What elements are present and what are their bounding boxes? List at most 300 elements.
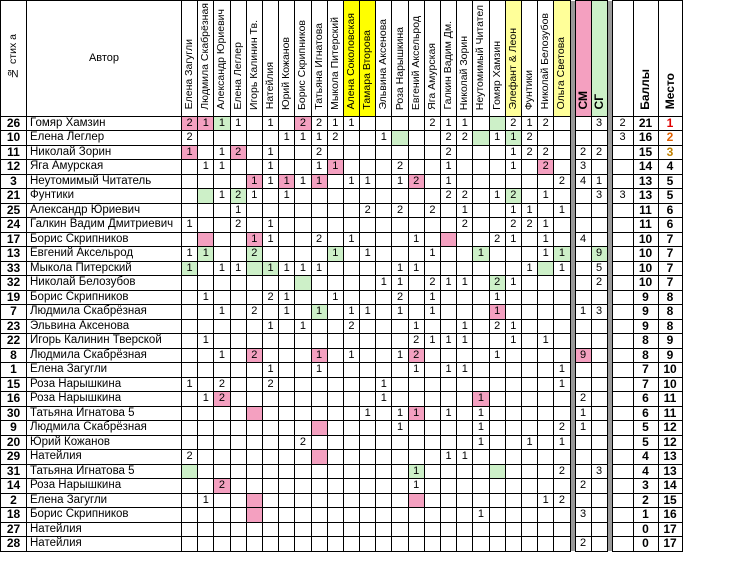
vote-cell [279,160,295,175]
vote-cell: 2 [214,392,230,407]
vote-cell [182,189,198,204]
vote-cell [279,363,295,378]
vote-cell [343,450,359,465]
poem-number: 9 [1,421,27,436]
score-cell: 0 [633,537,658,552]
vote-cell [376,363,392,378]
vote-cell [327,276,343,291]
place-cell: 7 [658,276,682,291]
extra-cell [612,377,633,392]
vote-cell [198,305,214,320]
vote-cell [457,493,473,508]
vote-cell [230,247,246,262]
score-cell: 5 [633,421,658,436]
vote-cell: 1 [279,131,295,146]
vote-cell [521,334,537,349]
vote-cell: 1 [182,261,198,276]
vote-cell [262,276,278,291]
sm-cell [575,464,591,479]
vote-cell [327,435,343,450]
vote-cell: 2 [214,479,230,494]
vote-cell: 1 [392,305,408,320]
vote-cell [489,406,505,421]
vote-cell [230,464,246,479]
vote-cell [343,435,359,450]
vote-cell [182,276,198,291]
vote-cell: 1 [376,276,392,291]
sm-cell: 1 [575,406,591,421]
vote-cell [214,508,230,523]
vote-cell [457,261,473,276]
table-row [1,450,683,465]
vote-cell [424,131,440,146]
vote-cell [457,348,473,363]
judge-name: Татьяна Игнатова [312,23,325,110]
column-header-judge [376,1,392,117]
vote-cell [408,537,424,552]
table-row [1,203,683,218]
vote-cell: 1 [538,218,554,233]
vote-cell: 2 [311,116,327,131]
vote-cell [246,145,262,160]
vote-cell: 1 [246,232,262,247]
vote-cell: 1 [182,247,198,262]
vote-cell: 1 [489,131,505,146]
vote-cell [489,464,505,479]
vote-cell: 1 [424,290,440,305]
place-cell: 7 [658,261,682,276]
vote-cell [489,160,505,175]
vote-cell [279,377,295,392]
vote-cell [246,334,262,349]
vote-cell [554,537,570,552]
score-cell: 13 [633,189,658,204]
vote-cell [424,160,440,175]
vote-cell [262,508,278,523]
vote-cell [262,537,278,552]
vote-cell [489,522,505,537]
sg-cell [591,203,607,218]
vote-cell [424,537,440,552]
extra-cell [612,493,633,508]
vote-cell [473,189,489,204]
vote-cell: 1 [505,319,521,334]
vote-cell [262,305,278,320]
score-cell: 10 [633,232,658,247]
vote-cell [295,377,311,392]
vote-cell [376,116,392,131]
vote-cell [554,131,570,146]
vote-cell: 1 [408,464,424,479]
vote-cell [360,145,376,160]
column-header-judge [246,1,262,117]
vote-cell [408,450,424,465]
vote-cell: 1 [230,116,246,131]
sm-cell: 3 [575,160,591,175]
vote-cell [182,464,198,479]
vote-cell [376,479,392,494]
score-cell: 6 [633,406,658,421]
vote-cell [360,450,376,465]
vote-cell [198,377,214,392]
vote-cell [214,363,230,378]
vote-cell [311,319,327,334]
sm-cell [575,290,591,305]
vote-cell [230,392,246,407]
column-header-judge [311,1,327,117]
vote-cell [262,131,278,146]
sg-cell [591,160,607,175]
author-name: Роза Нарышкина [27,479,182,494]
vote-cell [554,145,570,160]
vote-cell [246,377,262,392]
vote-cell: 1 [473,392,489,407]
vote-cell [538,261,554,276]
vote-cell [230,406,246,421]
vote-cell [489,421,505,436]
vote-cell [392,392,408,407]
score-cell: 10 [633,276,658,291]
vote-cell [473,261,489,276]
vote-cell [473,464,489,479]
vote-cell [246,508,262,523]
vote-cell: 2 [441,145,457,160]
vote-cell [295,363,311,378]
vote-cell [521,276,537,291]
vote-cell [230,305,246,320]
vote-cell [182,435,198,450]
vote-cell [182,232,198,247]
vote-cell [457,290,473,305]
vote-cell: 1 [538,247,554,262]
vote-cell [441,479,457,494]
vote-cell: 1 [457,276,473,291]
poem-number: 17 [1,232,27,247]
vote-cell: 1 [311,305,327,320]
poem-number: 16 [1,392,27,407]
vote-cell [441,218,457,233]
column-header-sm [575,1,591,117]
vote-cell: 1 [262,319,278,334]
vote-cell [198,319,214,334]
author-name: Татьяна Игнатова 5 [27,464,182,479]
vote-cell [230,435,246,450]
vote-cell: 2 [505,116,521,131]
vote-cell: 1 [408,319,424,334]
vote-cell [408,189,424,204]
vote-cell [262,392,278,407]
vote-cell [473,377,489,392]
vote-cell [360,377,376,392]
vote-cell [408,290,424,305]
vote-cell [554,348,570,363]
vote-cell: 1 [295,174,311,189]
extra-cell [612,174,633,189]
vote-cell [246,131,262,146]
vote-cell [311,189,327,204]
vote-cell [457,247,473,262]
vote-cell [343,145,359,160]
vote-cell: 1 [392,348,408,363]
vote-cell [505,493,521,508]
extra-cell [612,450,633,465]
vote-cell [246,522,262,537]
extra-cell [612,247,633,262]
vote-cell: 2 [230,189,246,204]
score-cell: 11 [633,203,658,218]
extra-cell: 3 [612,131,633,146]
vote-cell [441,305,457,320]
table-row [1,131,683,146]
vote-cell [538,450,554,465]
extra-cell [612,261,633,276]
extra-cell [612,522,633,537]
vote-cell: 2 [457,218,473,233]
vote-cell [279,479,295,494]
vote-cell [376,522,392,537]
author-name: Евгений Аксельрод [27,247,182,262]
vote-cell: 2 [521,145,537,160]
table-row [1,493,683,508]
vote-cell [457,160,473,175]
vote-cell: 2 [392,203,408,218]
vote-cell [311,406,327,421]
vote-cell: 2 [246,348,262,363]
vote-cell [457,508,473,523]
vote-cell [246,450,262,465]
extra-cell [612,363,633,378]
vote-cell: 1 [505,145,521,160]
author-name: Роза Нарышкина [27,392,182,407]
place-cell: 16 [658,508,682,523]
vote-cell [295,305,311,320]
vote-cell [279,319,295,334]
place-label: Место [662,73,677,110]
column-header-sg [591,1,607,117]
vote-cell [343,247,359,262]
vote-cell: 1 [311,363,327,378]
vote-cell [311,435,327,450]
vote-cell [376,464,392,479]
vote-cell [262,464,278,479]
vote-cell [521,348,537,363]
vote-cell: 1 [182,145,198,160]
vote-cell [489,261,505,276]
vote-cell [360,479,376,494]
vote-cell [376,203,392,218]
vote-cell [246,203,262,218]
vote-cell [327,348,343,363]
vote-cell [295,232,311,247]
vote-cell [408,145,424,160]
author-name: Людмила Скабрёзная [27,421,182,436]
vote-cell: 1 [489,290,505,305]
place-cell: 8 [658,290,682,305]
vote-cell [279,406,295,421]
sg-cell [591,522,607,537]
vote-cell: 1 [327,247,343,262]
vote-cell [538,131,554,146]
vote-cell [214,537,230,552]
table-row [1,261,683,276]
vote-cell [505,406,521,421]
score-cell: 9 [633,305,658,320]
vote-cell [521,406,537,421]
vote-cell [376,508,392,523]
judge-name: Николай Зорин [458,35,471,110]
vote-cell [360,232,376,247]
vote-cell [198,203,214,218]
column-header-judge [521,1,537,117]
vote-cell [230,174,246,189]
vote-cell [360,522,376,537]
vote-cell: 1 [295,261,311,276]
vote-cell [279,145,295,160]
vote-cell [521,319,537,334]
sg-cell: 2 [591,145,607,160]
extra-cell: 3 [612,189,633,204]
vote-cell: 1 [408,261,424,276]
vote-cell: 2 [457,131,473,146]
vote-cell: 1 [554,247,570,262]
vote-cell: 1 [441,276,457,291]
vote-cell: 1 [489,189,505,204]
vote-cell [473,160,489,175]
vote-cell [538,174,554,189]
vote-cell [295,508,311,523]
vote-cell [198,406,214,421]
vote-cell [505,174,521,189]
vote-cell: 2 [441,131,457,146]
vote-cell [295,493,311,508]
sg-cell: 9 [591,247,607,262]
vote-cell [538,348,554,363]
vote-cell [473,348,489,363]
table-row [1,363,683,378]
vote-cell [441,319,457,334]
vote-cell [262,421,278,436]
vote-cell [376,261,392,276]
column-header-judge [489,1,505,117]
vote-cell: 2 [521,218,537,233]
vote-cell [424,450,440,465]
vote-cell [457,392,473,407]
sg-cell [591,363,607,378]
vote-cell: 1 [424,334,440,349]
extra-cell [612,537,633,552]
author-name: Юрий Кожанов [27,435,182,450]
vote-cell: 2 [360,203,376,218]
vote-cell: 1 [279,290,295,305]
vote-cell [441,348,457,363]
place-cell: 13 [658,450,682,465]
table-row [1,435,683,450]
vote-cell [392,377,408,392]
column-header-judge [198,1,214,117]
vote-cell [262,522,278,537]
vote-cell [198,145,214,160]
vote-cell [489,537,505,552]
vote-cell [198,464,214,479]
place-cell: 2 [658,131,682,146]
vote-cell [198,522,214,537]
score-cell: 5 [633,435,658,450]
vote-cell [230,363,246,378]
vote-cell: 2 [441,189,457,204]
judge-name: Ольга Светова [555,37,568,110]
sm-cell: 1 [575,305,591,320]
vote-cell: 2 [182,116,198,131]
place-cell: 17 [658,537,682,552]
author-name: Николай Зорин [27,145,182,160]
vote-cell: 1 [343,174,359,189]
judge-name: Алена Соколовская [344,13,357,110]
score-cell: 8 [633,348,658,363]
vote-cell [473,145,489,160]
vote-cell: 2 [295,116,311,131]
vote-cell [279,450,295,465]
place-cell: 6 [658,218,682,233]
vote-cell: 1 [554,377,570,392]
vote-cell: 1 [214,160,230,175]
vote-cell [424,421,440,436]
vote-cell: 1 [457,334,473,349]
vote-cell [360,189,376,204]
vote-cell: 1 [343,348,359,363]
vote-cell [311,218,327,233]
vote-cell [424,348,440,363]
vote-cell [424,508,440,523]
vote-cell: 1 [198,334,214,349]
vote-cell [327,218,343,233]
column-header-judge [505,1,521,117]
score-cell: 11 [633,218,658,233]
extra-cell [612,348,633,363]
column-header-judge [279,1,295,117]
table-row [1,174,683,189]
author-name: Фунтики [27,189,182,204]
vote-cell [424,435,440,450]
vote-cell [327,508,343,523]
vote-cell [408,218,424,233]
place-cell: 1 [658,116,682,131]
author-name: Роза Нарышкина [27,377,182,392]
vote-cell [182,174,198,189]
column-header-judge [327,1,343,117]
vote-cell [441,421,457,436]
vote-cell [473,232,489,247]
vote-cell [214,232,230,247]
author-name: Галкин Вадим Дмитриевич [27,218,182,233]
vote-cell: 1 [554,203,570,218]
vote-cell: 1 [538,334,554,349]
vote-cell [295,392,311,407]
vote-cell [392,131,408,146]
vote-cell [182,406,198,421]
vote-cell [279,392,295,407]
vote-cell: 1 [408,232,424,247]
sg-cell [591,319,607,334]
poem-number: 15 [1,377,27,392]
vote-cell [554,218,570,233]
table-row [1,247,683,262]
vote-cell [457,406,473,421]
vote-cell [489,450,505,465]
column-header-judge [473,1,489,117]
vote-cell [230,131,246,146]
vote-cell [360,319,376,334]
vote-cell [343,276,359,291]
